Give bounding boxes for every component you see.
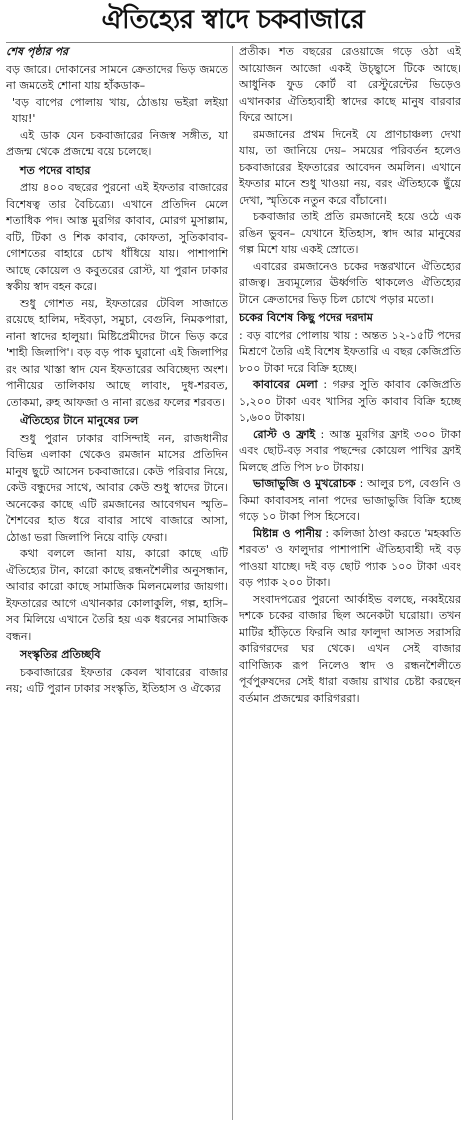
price-item-text: : আস্ত মুরগির ফ্রাই ৩০০ টাকা এবং ছোট-বড় সবার পছন্দের কোয়েল পাখির ফ্রাই মিলছে প্রতি পিস ৮০ টাকায়। bbox=[239, 427, 461, 474]
quote: 'বড় বাপের পোলায় খায়, ঠোঙায় ভইরা লইয়া যায়!' bbox=[12, 95, 228, 125]
paragraph: বড় জারে। দোকানের সামনে ক্রেতাদের ভিড় জমতে না জমতেই শোনা যায় হাঁকডাক– bbox=[6, 62, 228, 92]
paragraph: প্রায় ৪০০ বছরের পুরনো এই ইফতার বাজারের বিশেষত্ব তার বৈচিত্র্যে। এখানে প্রতিদিন মেলে শতাধিক পদ। আস্ত মুরগির কাবাব, মোরগ মুসাল্লাম, বটি, টিকা ও শিক কাবাব, কোফতা, সুতিকাবাব-গোশতের বাহারে চোখ ধাঁধিয়ে যায়। পাশাপাশি আছে কোয়েল ও কবুতরের রোস্ট, যা পুরান ঢাকার স্বকীয় স্বাদ বহন করে। bbox=[6, 181, 228, 293]
price-item-text: : গরুর সুতি কাবাব কেজিপ্রতি ১,২০০ টাকা এবং খাসির সুতি কাবাব বিক্রি হচ্ছে ১,৬০০ টাকায়। bbox=[239, 378, 461, 424]
paragraph: কথা বললে জানা যায়, কারো কাছে এটি ঐতিহ্যের টান, কারো কাছে রন্ধনশৈলীর অনুসন্ধান, আবার কারো কাছে সামাজিক মিলনমেলার জায়গা। ইফতারের আগে এখানকার কোলাকুলি, গল্প, হাসি– সব মিলিয়ে এখানে তৈরি হয় এক ধরনের সামাজিক বন্ধন। bbox=[6, 547, 228, 643]
continued-kicker: শেষ পৃষ্ঠার পর bbox=[6, 45, 69, 58]
price-item bbox=[239, 427, 461, 477]
price-item bbox=[239, 476, 461, 526]
paragraph: রমজানের প্রথম দিনেই যে প্রাণচাঞ্চল্য দেখা যায়, তা জানিয়ে দেয়– সময়ের পরিবর্তন হলেও চকবাজারের ইফতারের আবেদন অমলিন। এখানে ইফতার মানে শুধু খাওয়া নয়, বরং ঐতিহ্যকে ছুঁয়ে দেখা, স্মৃতিকে নতুন করে বাঁচানো। bbox=[239, 127, 461, 207]
subheading: চকের বিশেষ কিছু পদের দরদাম bbox=[239, 311, 373, 324]
left-column bbox=[6, 44, 228, 1122]
subheading: শত পদের বাহার bbox=[20, 163, 91, 177]
price-item-title: রোস্ট ও ফ্রাই bbox=[253, 427, 316, 441]
paragraph: সংবাদপত্রের পুরনো আর্কাইভ বলছে, নব্বইয়ের দশকে চকের বাজার ছিল অনেকটা ঘরোয়া। তখন মাটির হাঁড়িতে ফিরনি আর ফালুদা আসত সরাসরি কারিগরদের ঘর থেকে। এখন সেই বাজার বাণিজ্যিক রূপ নিলেও স্বাদ ও রন্ধনশৈলীতে পূর্বপুরুষদের সেই ধারা বজায় রাখার চেষ্টা করছেন বর্তমান প্রজন্মের কারিগররা। bbox=[239, 592, 461, 705]
column-divider bbox=[232, 46, 233, 1120]
price-item bbox=[239, 526, 461, 592]
price-item-text: : কলিজা ঠাণ্ডা করতে 'মহব্বতি শরবত' ও ফালুদার পাশাপাশি ঐতিহ্যবাহী দই বড় পাওয়া যাচ্ছে। দই বড় ছোট প্যাক ১০০ টাকা এবং বড় প্যাক ২০০ টাকা। bbox=[239, 526, 461, 589]
paragraph: শুধু পুরান ঢাকার বাসিন্দাই নন, রাজধানীর বিভিন্ন এলাকা থেকেও রমজান মাসের প্রতিদিন মানুষ ছুটে আসেন চকবাজারে। কেউ পরিবার নিয়ে, কেউ বন্ধুদের সাথে, আবার কেউ শুধু স্বাদের টানে। অনেকের কাছে এটি রমজানের আবেগঘন স্মৃতি– শৈশবের হাত ধরে বাবার সাথে বাজারে আসা, ঠোঙা ভরা জিলাপি নিয়ে বাড়ি ফেরা। bbox=[6, 431, 228, 544]
price-item bbox=[239, 377, 461, 427]
paragraph: চকবাজারের ইফতার কেবল খাবারের বাজার নয়; এটি পুরান ঢাকার সংস্কৃতি, ইতিহাস ও ঐক্যের bbox=[6, 665, 228, 695]
paragraph: শুধু গোশত নয়, ইফতারের টেবিল সাজাতে রয়েছে হালিম, দইবড়া, সমুচা, বেগুনি, নিমকপারা, নানা স্বাদের হালুয়া। মিষ্টিপ্রেমীদের টানে ভিড় করে 'শাহী জিলাপি'। বড় বড় পাক ঘুরানো এই জিলাপির রং আর খাস্তা স্বাদ যেন ইফতারের অবিচ্ছেদ্য অংশ। পানীয়ের তালিকায় আছে লাবাং, দুধ-শরবত, তোকমা, রুহ আফজা ও নানা রঙের ফলের শরবত। bbox=[6, 296, 228, 409]
paragraph: চকবাজার তাই প্রতি রমজানেই হয়ে ওঠে এক রঙিন ভুবন– যেখানে ইতিহাস, স্বাদ আর মানুষের গল্প মিশে যায় একই স্রোতে। bbox=[239, 210, 461, 256]
right-column bbox=[239, 44, 461, 1122]
paragraph: এবারের রমজানেও চকের দস্তরখানে ঐতিহ্যের রাজত্ব। দ্রব্যমূল্যের ঊর্ধ্বগতি থাকলেও ঐতিহ্যের টানে ক্রেতাদের ভিড় চিল চোখে পড়ার মতো। bbox=[239, 259, 461, 306]
price-item-title: ভাজাভুজি ও মুখরোচক bbox=[253, 477, 356, 490]
subheading: সংস্কৃতির প্রতিচ্ছবি bbox=[20, 648, 101, 661]
subheading: ঐতিহ্যের টানে মানুষের ঢল bbox=[20, 414, 139, 427]
price-item-text: : আলুর চপ, বেগুনি ও কিমা কাবাবসহ নানা পদের ভাজাভুজি বিক্রি হচ্ছে গড়ে ১০ টাকা পিস হিসেবে। bbox=[239, 477, 461, 523]
paragraph: : বড় বাপের পোলায় খায় : অন্তত ১২-১৫টি পদের মিশ্রণে তৈরি এই বিশেষ ইফতারি এ বছর কেজিপ্রতি ৮০০ টাকা দরে বিক্রি হচ্ছে। bbox=[239, 328, 461, 375]
paragraph: এই ডাক যেন চকবাজারের নিজস্ব সঙ্গীত, যা প্রজন্ম থেকে প্রজন্মে বয়ে চলেছে। bbox=[6, 128, 228, 158]
headline: ঐতিহ্যের স্বাদে চকবাজারে bbox=[101, 5, 365, 35]
paragraph: প্রতীক। শত বছরের রেওয়াজে গড়ে ওঠা এই আয়োজন আজো একই উচ্ছ্বাসে টিকে আছে। আধুনিক ফুড কোর্ট বা রেস্টুরেন্টের ভিড়েও এখানকার ঐতিহ্যবাহী স্বাদের কাছে মানুষ বারবার ফিরে আসে। bbox=[239, 45, 461, 124]
headline-rule bbox=[6, 42, 460, 43]
price-item-title: মিষ্টান্ন ও পানীয় bbox=[253, 526, 322, 540]
price-item-title: কাবাবের মেলা bbox=[253, 378, 318, 391]
